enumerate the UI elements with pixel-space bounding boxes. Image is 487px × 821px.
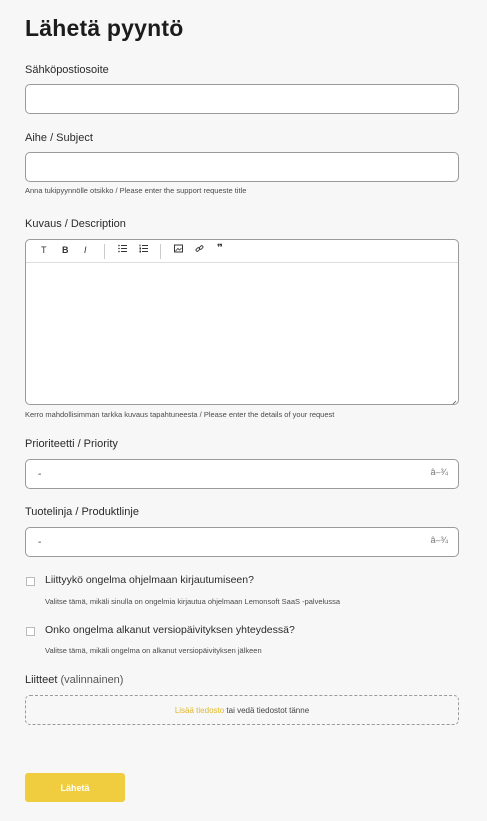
dropdown-arrow-icon: â–¾: [430, 535, 448, 545]
dropdown-arrow-icon: â–¾: [430, 467, 448, 477]
editor-toolbar: [26, 240, 458, 263]
priority-label: Prioriteetti / Priority: [25, 438, 118, 450]
email-label: Sähköpostiosoite: [25, 64, 109, 76]
link-icon[interactable]: [195, 244, 204, 255]
subject-hint: Anna tukipyynnölle otsikko / Please enter the support requeste title: [25, 186, 247, 195]
toolbar-divider: [160, 244, 161, 259]
text-style-button[interactable]: T: [41, 245, 47, 255]
update-issue-checkbox[interactable]: [26, 627, 35, 636]
description-hint: Kerro mahdollisimman tarkka kuvaus tapahtuneesta / Please enter the details of your request: [25, 410, 335, 419]
bullet-list-icon[interactable]: [118, 244, 127, 255]
drop-files-text: tai vedä tiedostot tänne: [224, 706, 310, 715]
subject-label: Aihe / Subject: [25, 132, 93, 144]
attachments-label-text: Liitteet: [25, 674, 58, 686]
quote-icon[interactable]: ❞: [217, 243, 223, 254]
email-field[interactable]: [25, 84, 459, 114]
update-issue-hint: Valitse tämä, mikäli ongelma on alkanut versiopäivityksen jälkeen: [45, 646, 262, 655]
priority-select[interactable]: [25, 459, 459, 489]
product-line-label: Tuotelinja / Produktlinje: [25, 506, 139, 518]
subject-field[interactable]: [25, 152, 459, 182]
description-editor: [25, 239, 459, 405]
attachments-label: [25, 674, 123, 686]
resize-handle[interactable]: [449, 395, 457, 403]
product-line-value: -: [38, 537, 42, 548]
description-label: Kuvaus / Description: [25, 218, 126, 230]
bold-button[interactable]: B: [62, 245, 69, 255]
submit-button[interactable]: Lähetä: [25, 773, 125, 802]
priority-value: -: [38, 469, 42, 480]
numbered-list-icon[interactable]: [139, 244, 148, 255]
login-issue-label[interactable]: Liittyykö ongelma ohjelmaan kirjautumiseen?: [45, 574, 254, 586]
product-line-select[interactable]: [25, 527, 459, 557]
italic-button[interactable]: I: [84, 245, 87, 255]
toolbar-divider: [104, 244, 105, 259]
add-file-link[interactable]: Lisää tiedosto: [174, 706, 225, 715]
login-issue-hint: Valitse tämä, mikäli sinulla on ongelmia kirjautua ohjelmaan Lemonsoft SaaS -palvelussa: [45, 597, 341, 606]
login-issue-checkbox[interactable]: [26, 577, 35, 586]
page-title: Lähetä pyyntö: [25, 15, 184, 41]
image-icon[interactable]: [174, 244, 183, 255]
attachments-optional: (valinnainen): [60, 674, 124, 686]
update-issue-label[interactable]: Onko ongelma alkanut versiopäivityksen yhteydessä?: [45, 624, 295, 636]
attachment-dropzone[interactable]: [25, 695, 459, 725]
